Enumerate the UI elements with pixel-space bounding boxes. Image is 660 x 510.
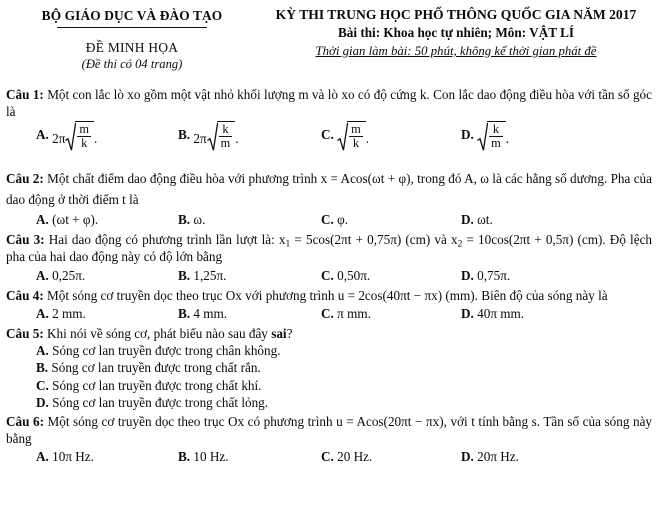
option-letter: D.	[36, 395, 49, 411]
questions-container	[0, 86, 660, 467]
option-letter: D.	[461, 127, 474, 143]
option-letter: B.	[178, 212, 191, 228]
question-3-text	[6, 231, 652, 265]
question-1-label: Câu 1:	[6, 87, 44, 102]
option-value: 10π Hz.	[52, 449, 94, 465]
organization-name: BỘ GIÁO DỤC VÀ ĐÀO TẠO	[41, 8, 223, 23]
fraction-denominator: k	[81, 136, 88, 151]
option-letter: C.	[321, 212, 334, 228]
option-value: π mm.	[337, 305, 371, 321]
header-right-block	[258, 6, 654, 59]
question-6	[6, 413, 652, 467]
question-3-options	[6, 267, 652, 286]
question-1-text	[6, 86, 652, 120]
document-header	[0, 0, 660, 72]
question-5-body-a: Khi nói về sóng cơ, phát biểu nào sau đây	[47, 325, 272, 341]
option-value: Sóng cơ lan truyền được trong chất khí.	[52, 377, 262, 393]
question-3-body-tail: = 10cos(2πt + 0,5π) (cm). Độ lệch pha của hai dao động này có độ lớn bằng	[6, 232, 653, 265]
radical-sign	[477, 121, 488, 151]
question-4-option-a[interactable]	[36, 305, 86, 322]
option-value: φ.	[337, 212, 349, 228]
question-1-options	[6, 121, 652, 167]
option-letter: D.	[461, 267, 474, 283]
fraction-numerator: m	[351, 122, 361, 137]
exam-subject-line: Bài thi: Khoa học tự nhiên; Môn: VẬT LÍ	[337, 25, 575, 40]
option-letter: A.	[36, 305, 49, 321]
question-6-label: Câu 6:	[6, 414, 44, 430]
question-6-text	[6, 413, 652, 447]
question-2-option-d[interactable]	[461, 211, 493, 228]
option-value: Sóng cơ lan truyền được trong chất rắn.	[51, 360, 261, 376]
option-value: Sóng cơ lan truyền được trong chân không.	[52, 342, 281, 358]
option-value: 10 Hz.	[193, 449, 229, 465]
fraction-numerator: k	[219, 123, 233, 137]
question-1-option-d[interactable]	[461, 121, 509, 151]
question-5-option-b[interactable]	[36, 359, 652, 377]
question-3	[6, 231, 652, 285]
question-6-options	[6, 448, 652, 467]
question-2-option-c[interactable]	[321, 211, 348, 228]
option-value: 2 mm.	[52, 305, 86, 321]
option-letter: C.	[36, 377, 49, 393]
question-3-label: Câu 3:	[6, 232, 45, 248]
fraction-numerator: k	[489, 123, 503, 137]
fraction	[75, 121, 94, 151]
option-tail: .	[365, 131, 370, 147]
question-1-option-b[interactable]	[178, 121, 239, 151]
question-2-option-b[interactable]	[178, 211, 205, 228]
fraction-denominator: m	[220, 136, 231, 151]
question-3-body-mid: = 5cos(2πt + 0,75π) (cm) và x	[290, 232, 458, 248]
option-value: 20π Hz.	[477, 449, 519, 465]
radical-sign	[207, 121, 218, 151]
exam-title: KỲ THI TRUNG HỌC PHỔ THÔNG QUỐC GIA NĂM 2017	[275, 7, 637, 22]
option-letter: C.	[321, 305, 334, 321]
question-5-emphasis: sai	[271, 325, 287, 341]
option-letter: D.	[461, 305, 474, 321]
option-value: 0,25π.	[52, 267, 86, 283]
question-6-body: Một sóng cơ truyền dọc theo trục Ox có phương trình u = Acos(20πt − πx), với t tính bằng s. Tần số của sóng này bằng	[6, 414, 653, 447]
question-6-option-a[interactable]	[36, 448, 94, 465]
radical-sign	[65, 121, 76, 151]
fraction-numerator: m	[79, 122, 90, 137]
question-6-option-c[interactable]	[321, 448, 372, 465]
question-4-option-c[interactable]	[321, 305, 371, 322]
exam-time-note: Thời gian làm bài: 50 phút, không kể thời gian phát đề	[315, 44, 597, 58]
exam-kind-label: ĐỀ MINH HỌA	[85, 40, 179, 55]
question-4-body: Một sóng cơ truyền dọc theo trục Ox với phương trình u = 2cos(40πt − πx) (mm). Biên độ của sóng này là	[47, 287, 608, 303]
header-divider-rule	[57, 27, 207, 28]
option-coefficient: 2π	[193, 131, 207, 147]
option-value: ω.	[193, 212, 206, 228]
option-value: 4 mm.	[193, 305, 228, 321]
fraction	[217, 121, 239, 151]
question-4-options	[6, 305, 652, 324]
option-letter: D.	[461, 449, 474, 465]
option-value: (ωt + φ).	[52, 212, 99, 228]
question-2-text	[6, 169, 652, 210]
option-coefficient: 2π	[52, 131, 66, 147]
option-value: ωt.	[477, 212, 493, 228]
fraction	[487, 121, 506, 151]
option-letter: C.	[321, 449, 334, 465]
question-6-option-d[interactable]	[461, 448, 519, 465]
question-6-option-b[interactable]	[178, 448, 229, 465]
square-root-icon	[477, 121, 506, 151]
option-letter: A.	[36, 342, 49, 358]
question-3-body-lead: Hai dao động có phương trình lần lượt là: x	[48, 232, 286, 248]
question-3-option-b[interactable]	[178, 267, 226, 284]
question-3-option-a[interactable]	[36, 267, 85, 284]
option-letter: B.	[178, 449, 191, 465]
question-1	[6, 86, 652, 167]
option-letter: A.	[36, 449, 49, 465]
option-letter: A.	[36, 267, 49, 283]
question-5-option-d[interactable]	[36, 394, 652, 412]
question-4	[6, 287, 652, 324]
option-letter: B.	[178, 127, 191, 143]
option-letter: A.	[36, 127, 49, 143]
option-value: 1,25π.	[193, 267, 227, 283]
option-letter: A.	[36, 212, 49, 228]
option-letter: D.	[461, 212, 474, 228]
header-left-block	[6, 6, 258, 72]
question-2-label: Câu 2:	[6, 171, 44, 187]
option-tail: .	[94, 131, 98, 147]
option-letter: C.	[321, 127, 334, 143]
question-2-body: Một chất điểm dao động điều hòa với phương trình x = Acos(ωt + φ), trong đó A, ω là các hằng số dương. Pha của dao động ở thời điểm t là	[6, 171, 653, 207]
option-value: 40π mm.	[477, 305, 525, 321]
question-5-options	[6, 342, 652, 412]
question-4-option-d[interactable]	[461, 305, 524, 322]
question-4-text	[6, 287, 652, 304]
option-tail: .	[235, 131, 239, 147]
fraction-denominator: m	[491, 136, 501, 151]
option-letter: B.	[36, 360, 49, 376]
question-4-label: Câu 4:	[6, 287, 44, 303]
question-5-label: Câu 5:	[6, 325, 44, 341]
option-letter: C.	[321, 267, 334, 283]
question-5-option-c[interactable]	[36, 377, 652, 395]
option-tail: .	[505, 131, 510, 147]
question-1-option-a[interactable]	[36, 121, 97, 151]
option-value: Sóng cơ lan truyền được trong chất lỏng.	[52, 395, 269, 411]
x2-subscript: 2	[457, 239, 463, 250]
square-root-icon	[65, 121, 94, 151]
question-5-text	[6, 325, 652, 342]
fraction-denominator: k	[352, 136, 360, 151]
radical-sign	[337, 121, 348, 151]
question-2-option-a[interactable]	[36, 211, 98, 228]
question-5-body-b: ?	[286, 325, 293, 341]
question-5	[6, 325, 652, 412]
option-letter: B.	[178, 267, 191, 283]
question-1-body: Một con lắc lò xo gồm một vật nhỏ khối lượng m và lò xo có độ cứng k. Con lắc dao động điều hòa với tần số góc là	[6, 87, 653, 120]
option-letter: B.	[178, 305, 191, 321]
fraction	[347, 121, 366, 151]
x1-subscript: 1	[285, 239, 291, 250]
question-3-option-d[interactable]	[461, 267, 510, 284]
question-1-option-c[interactable]	[321, 121, 369, 151]
square-root-icon	[207, 121, 239, 151]
exam-pages-note: (Đề thi có 04 trang)	[81, 57, 183, 71]
option-value: 0,75π.	[477, 267, 511, 283]
option-value: 0,50π.	[337, 267, 371, 283]
option-value: 20 Hz.	[337, 449, 373, 465]
question-2	[6, 169, 652, 230]
question-4-option-b[interactable]	[178, 305, 227, 322]
square-root-icon	[337, 121, 366, 151]
question-3-option-c[interactable]	[321, 267, 370, 284]
question-5-option-a[interactable]	[36, 342, 652, 360]
question-2-options	[6, 211, 652, 230]
